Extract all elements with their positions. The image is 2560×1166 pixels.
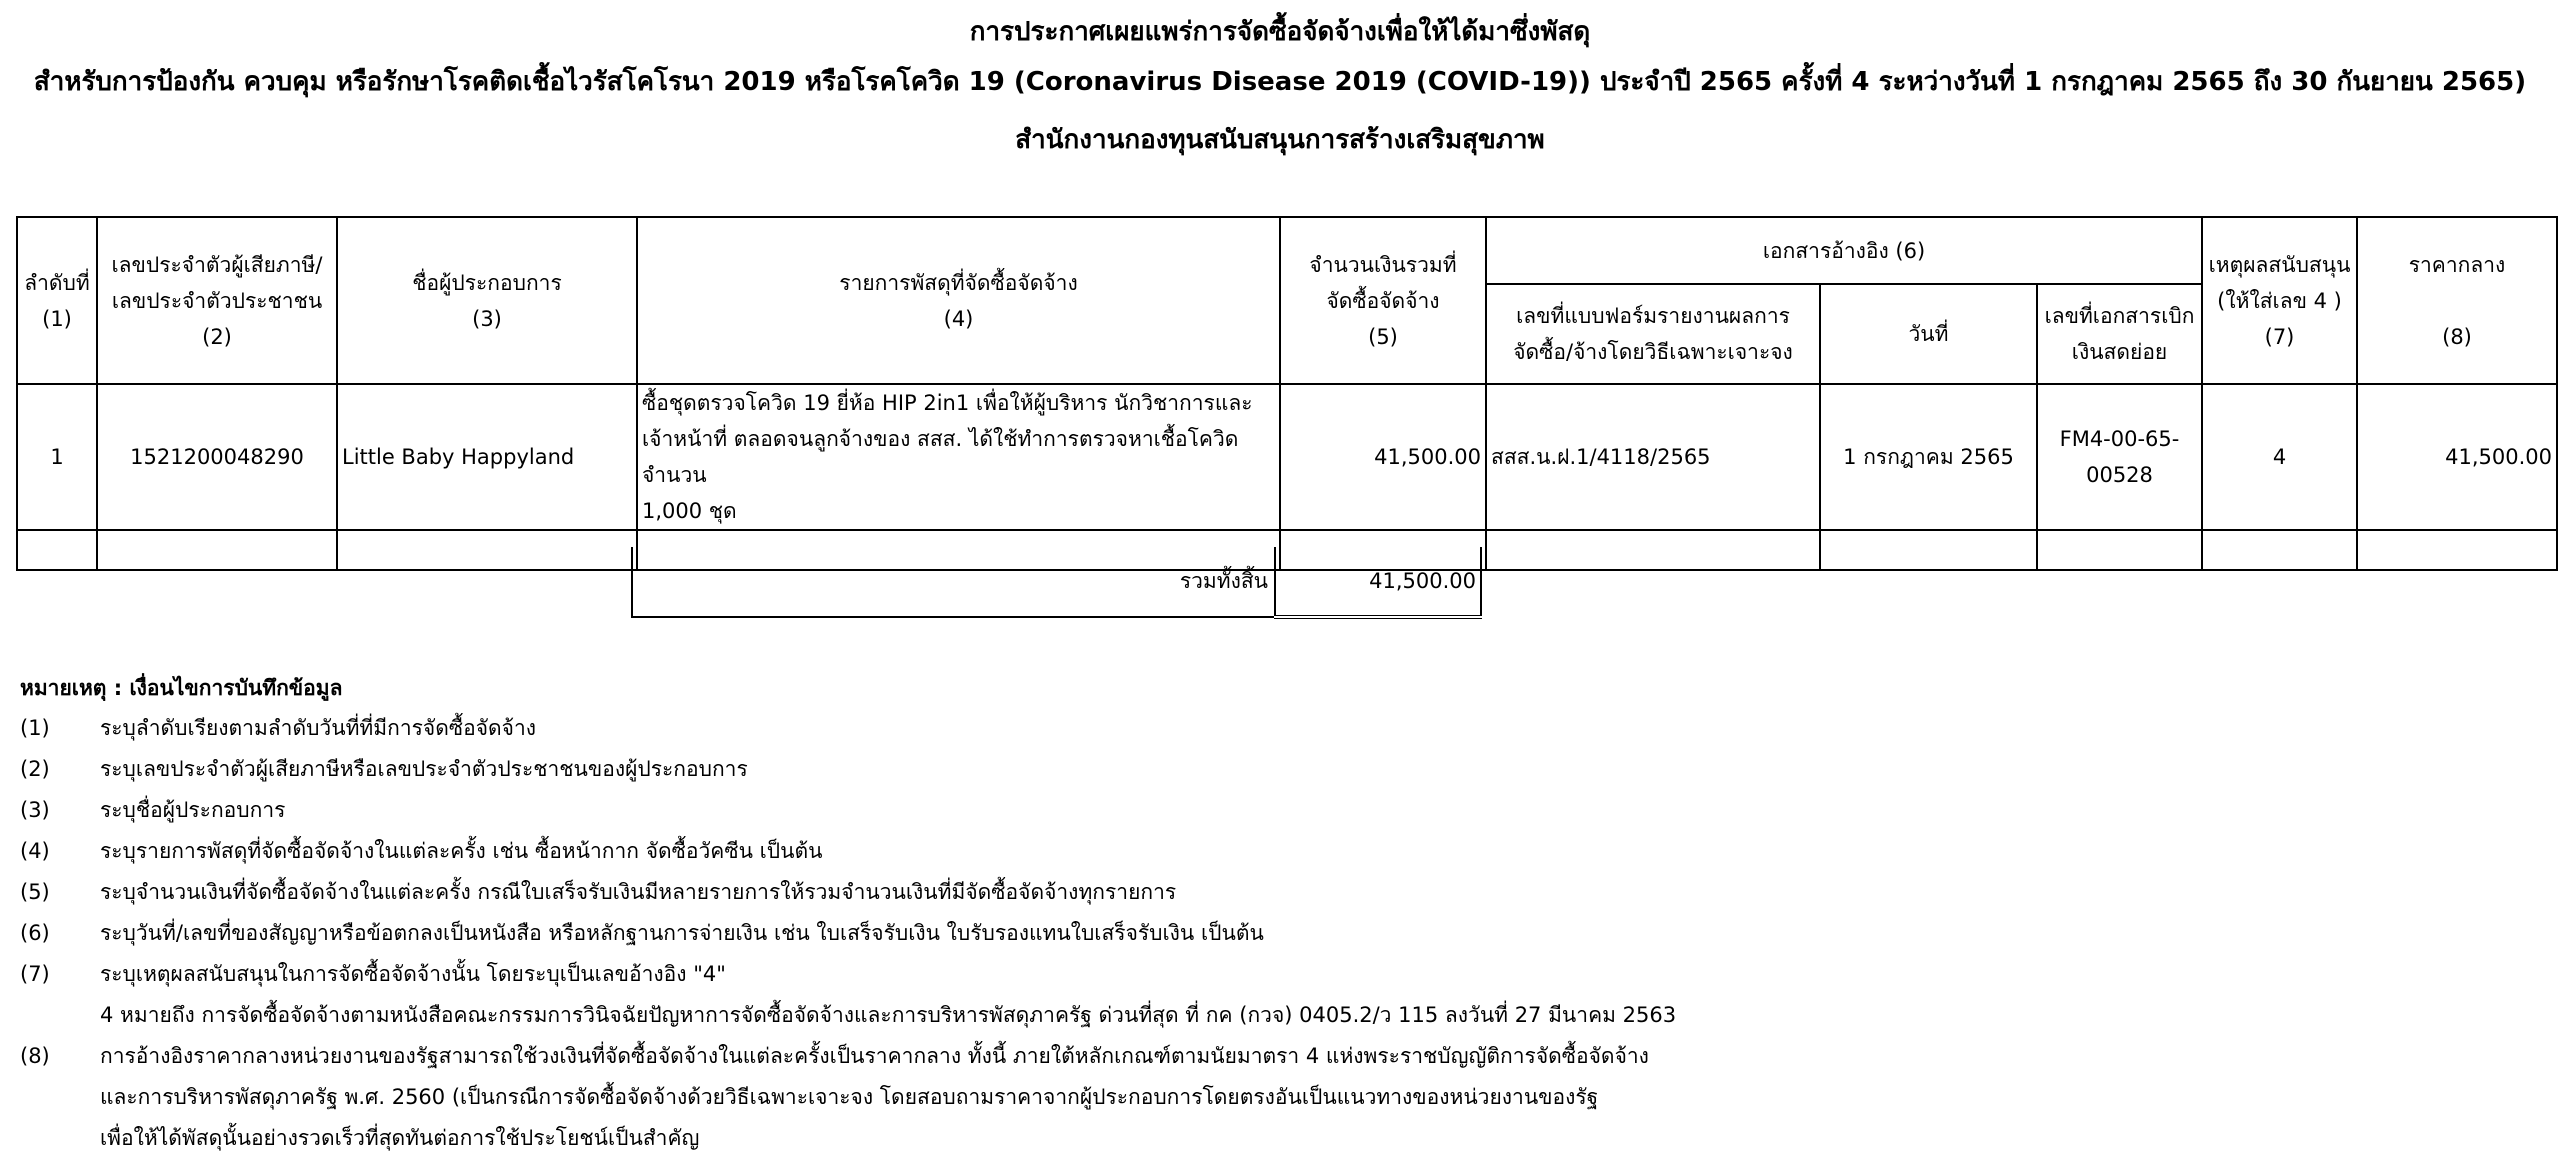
note-item: และการบริหารพัสดุภาครัฐ พ.ศ. 2560 (เป็นกรณีการจัดซื้อจัดจ้างด้วยวิธีเฉพาะเจาะจง โดยสอบถามราคาจากผู้ประกอบการโดยตรงอันเป็นแนวทางของหน่วยงานของรัฐ: [100, 1085, 1599, 1109]
document-title: การประกาศเผยแพร่การจัดซื้อจัดจ้างเพื่อให้ได้มาซึ่งพัสดุ: [969, 17, 1591, 47]
header-median-price: ราคากลาง (8): [2357, 217, 2557, 384]
cell-median-price: 41,500.00: [2357, 384, 2557, 530]
note-item: (3) ระบุชื่อผู้ประกอบการ: [20, 798, 286, 822]
cell-tax-id: 1521200048290: [97, 384, 337, 530]
header-vendor: ชื่อผู้ประกอบการ (3): [337, 217, 637, 384]
header-form-no: เลขที่แบบฟอร์มรายงานผลการ จัดซื้อ/จ้างโดยวิธีเฉพาะเจาะจง: [1486, 284, 1820, 384]
cell-form-no: สสส.น.ฝ.1/4118/2565: [1486, 384, 1820, 530]
notes-title: หมายเหตุ : เงื่อนไขการบันทึกข้อมูล: [20, 676, 343, 700]
note-item: (5) ระบุจำนวนเงินที่จัดซื้อจัดจ้างในแต่ละครั้ง กรณีใบเสร็จรับเงินมีหลายรายการให้รวมจำนวนเงินที่มีจัดซื้อจัดจ้างทุกรายการ: [20, 880, 1177, 904]
header-seq: ลำดับที่ (1): [17, 217, 97, 384]
total-label: รวมทั้งสิ้น: [632, 547, 1275, 617]
header-item: รายการพัสดุที่จัดซื้อจัดจ้าง (4): [637, 217, 1280, 384]
cell-date: 1 กรกฎาคม 2565: [1820, 384, 2037, 530]
header-doc-no: เลขที่เอกสารเบิก เงินสดย่อย: [2037, 284, 2202, 384]
notes-section: [20, 668, 1677, 1159]
header-tax-id: เลขประจำตัวผู้เสียภาษี/ เลขประจำตัวประชาชน (2): [97, 217, 337, 384]
cell-seq: 1: [17, 384, 97, 530]
note-item: 4 หมายถึง การจัดซื้อจัดจ้างตามหนังสือคณะกรรมการวินิจฉัยปัญหาการจัดซื้อจัดจ้างและการบริหารพัสดุภาครัฐ ด่วนที่สุด ที่ กค (กวจ) 0405.2/ว 115 ลงวันที่ 27 มีนาคม 2563: [100, 1003, 1677, 1027]
organization-name: สำนักงานกองทุนสนับสนุนการสร้างเสริมสุขภาพ: [1015, 125, 1545, 155]
cell-reason: 4: [2202, 384, 2357, 530]
header-reason: เหตุผลสนับสนุน (ให้ใส่เลข 4 ) (7): [2202, 217, 2357, 384]
total-table: [631, 547, 1482, 619]
note-item: (8) การอ้างอิงราคากลางหน่วยงานของรัฐสามารถใช้วงเงินที่จัดซื้อจัดจ้างในแต่ละครั้งเป็นราคากลาง ทั้งนี้ ภายใต้หลักเกณฑ์ตามนัยมาตรา 4 แห่งพระราชบัญญัติการจัดซื้อจัดจ้าง: [20, 1044, 1649, 1068]
procurement-table: [16, 216, 2558, 571]
note-item: (7) ระบุเหตุผลสนับสนุนในการจัดซื้อจัดจ้างนั้น โดยระบุเป็นเลขอ้างอิง "4": [20, 962, 726, 986]
header-amount: จำนวนเงินรวมที่ จัดซื้อจัดจ้าง (5): [1280, 217, 1486, 384]
cell-vendor: Little Baby Happyland: [337, 384, 637, 530]
header-reference-docs: เอกสารอ้างอิง (6): [1486, 217, 2202, 284]
header-date: วันที่: [1820, 284, 2037, 384]
cell-item: ซื้อชุดตรวจโควิด 19 ยี่ห้อ HIP 2in1 เพื่อให้ผู้บริหาร นักวิชาการและ เจ้าหน้าที่ ตลอดจนลูกจ้างของ สสส. ได้ใช้ทำการตรวจหาเชื้อโควิด จำนวน 1,000 ชุด: [637, 384, 1280, 530]
document-subtitle: สำหรับการป้องกัน ควบคุม หรือรักษาโรคติดเชื้อไวรัสโคโรนา 2019 หรือโรคโควิด 19 (Coronavirus Disease 2019 (COVID-19)) ประจำปี 2565 ครั้งที่ 4 ระหว่างวันที่ 1 กรกฎาคม 2565 ถึง 30 กันยายน 2565): [33, 67, 2527, 97]
note-item: (2) ระบุเลขประจำตัวผู้เสียภาษีหรือเลขประจำตัวประชาชนของผู้ประกอบการ: [20, 757, 748, 781]
note-item: (1) ระบุลำดับเรียงตามลำดับวันที่ที่มีการจัดซื้อจัดจ้าง: [20, 716, 536, 740]
cell-amount: 41,500.00: [1280, 384, 1486, 530]
note-item: (4) ระบุรายการพัสดุที่จัดซื้อจัดจ้างในแต่ละครั้ง เช่น ซื้อหน้ากาก จัดซื้อวัคซีน เป็นต้น: [20, 839, 823, 863]
note-item: (6) ระบุวันที่/เลขที่ของสัญญาหรือข้อตกลงเป็นหนังสือ หรือหลักฐานการจ่ายเงิน เช่น ใบเสร็จรับเงิน ใบรับรองแทนใบเสร็จรับเงิน เป็นต้น: [20, 921, 1264, 945]
cell-doc-no: FM4-00-65- 00528: [2037, 384, 2202, 530]
note-item: เพื่อให้ได้พัสดุนั้นอย่างรวดเร็วที่สุดทันต่อการใช้ประโยชน์เป็นสำคัญ: [100, 1126, 700, 1150]
table-row: [17, 384, 2557, 530]
total-value: 41,500.00: [1275, 547, 1481, 617]
